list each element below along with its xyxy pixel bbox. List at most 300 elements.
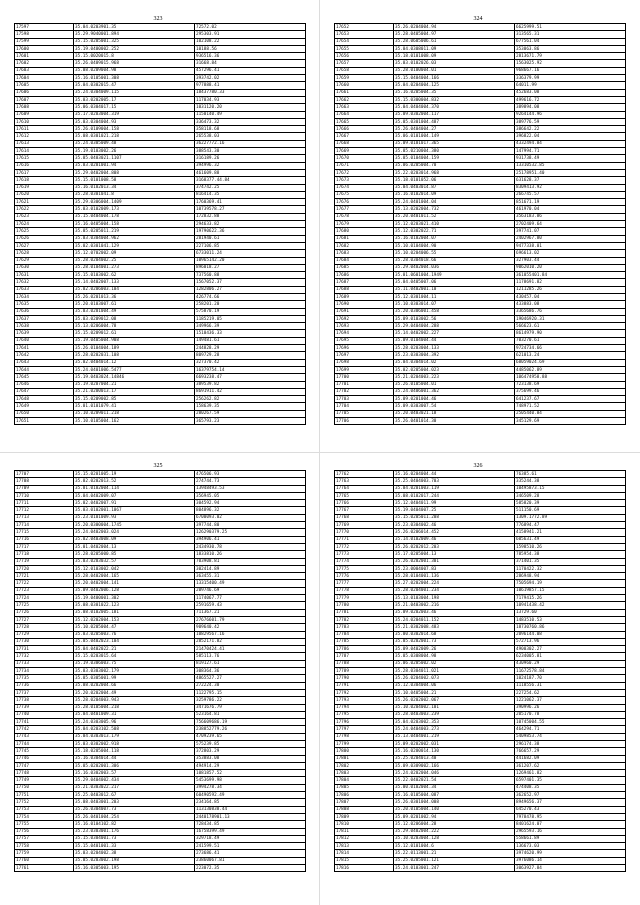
amount-cell: 10619857.15 [515,587,626,594]
parcel-code-cell: 35.15.0205001.325 [74,38,195,45]
record-id-cell: 17605 [15,82,74,89]
amount-cell: 295303.91 [195,31,306,38]
record-id-cell: 17673 [335,177,394,184]
table-row [15,199,306,206]
record-id-cell: 17761 [15,865,74,872]
amount-cell: 19046920.31 [515,315,626,322]
record-id-cell: 17775 [335,565,394,572]
record-id-cell: 17726 [15,609,74,616]
record-id-cell: 17620 [15,191,74,198]
parcel-code-cell: 35.26.0404004.27 [394,126,515,133]
record-id-cell: 17692 [335,315,394,322]
record-id-cell: 17800 [335,748,394,755]
record-id-cell: 17747 [15,762,74,769]
parcel-code-cell: 35.03.0303002.179 [74,668,195,675]
parcel-code-cell: 35.24.0202004.046 [394,770,515,777]
table-row [335,418,626,425]
record-id-cell: 17693 [335,323,394,330]
amount-cell: 375699.46 [515,388,626,395]
parcel-code-cell: 35.08.0301022.123 [74,602,195,609]
record-id-cell: 17714 [15,522,74,529]
table-row [15,733,306,740]
parcel-code-cell: 35.04.0201003.119 [394,485,515,492]
table-row [15,646,306,653]
table-row [15,418,306,425]
table-row [15,111,306,118]
table-row [15,580,306,587]
parcel-code-cell: 35.09.0202002.031 [394,740,515,747]
record-id-cell: 17811 [335,828,394,835]
parcel-code-cell: 35.26.0204004.94 [394,24,515,31]
table-row [335,471,626,478]
record-id-cell: 17809 [335,813,394,820]
table-row [335,38,626,45]
table-row [335,653,626,660]
parcel-code-cell: 35.09.0101017.365 [394,140,515,147]
parcel-code-cell: 35.04.0302015.47 [74,82,195,89]
parcel-code-cell: 35.16.0405004.158 [74,221,195,228]
record-id-cell: 17602 [15,60,74,67]
parcel-code-cell: 35.12.0404011.99 [394,500,515,507]
amount-cell: 308364.36 [195,668,306,675]
parcel-code-cell: 35.02.0202013.52 [74,478,195,485]
amount-cell: 575239.85 [195,740,306,747]
record-id-cell: 17610 [15,118,74,125]
parcel-code-cell: 35.08.0102017.244 [394,492,515,499]
parcel-code-cell: 35.03.0102026.03 [394,60,515,67]
parcel-code-cell: 35.24.0404003.273 [394,726,515,733]
table-row [335,485,626,492]
amount-cell: 8614979.90 [515,330,626,337]
table-row [15,675,306,682]
record-id-cell: 17603 [15,67,74,74]
parcel-code-cell: 35.24.0204011.152 [394,616,515,623]
record-id-cell: 17613 [15,140,74,147]
table-row [15,689,306,696]
table-row [335,704,626,711]
record-id-cell: 17786 [335,646,394,653]
parcel-code-cell: 35.16.0205004.35 [394,89,515,96]
table-row [15,315,306,322]
record-id-cell: 17672 [335,169,394,176]
table-row [335,624,626,631]
parcel-code-cell: 35.12.0302022.71 [394,228,515,235]
amount-cell: 631628.37 [515,177,626,184]
record-id-cell: 17621 [15,199,74,206]
record-id-cell: 17737 [15,689,74,696]
parcel-code-cell: 35.29.0402004.036 [394,264,515,271]
amount-cell: 696613.02 [515,250,626,257]
amount-cell: 851671.19 [515,199,626,206]
record-id-cell: 17794 [335,704,394,711]
parcel-code-cell: 35.23.0101009.93 [74,514,195,521]
amount-cell: 396822.04 [515,133,626,140]
table-row [335,140,626,147]
record-id-cell: 17655 [335,45,394,52]
table-row [335,242,626,249]
table-row [335,381,626,388]
record-id-cell: 17770 [335,529,394,536]
parcel-code-cell: 35.29.0404002.434 [74,777,195,784]
table-row [15,388,306,395]
amount-cell: 804896.32 [195,507,306,514]
amount-cell: 1211285.26 [515,286,626,293]
record-id-cell: 17739 [15,704,74,711]
amount-cell: 172832.88 [195,213,306,220]
record-id-cell: 17630 [15,264,74,271]
record-id-cell: 17723 [15,587,74,594]
table-row [335,301,626,308]
amount-cell: 977888.41 [195,82,306,89]
record-id-cell: 17760 [15,857,74,864]
table-row [15,53,306,60]
amount-cell: 430457.04 [515,293,626,300]
table-row [335,770,626,777]
record-id-cell: 17709 [15,485,74,492]
table-row [15,148,306,155]
record-id-cell: 17650 [15,410,74,417]
table-row [335,279,626,286]
table-row [15,507,306,514]
record-id-cell: 17755 [15,821,74,828]
parcel-code-cell: 35.02.0206003.104 [74,286,195,293]
amount-cell: 2434930.78 [195,543,306,550]
table-row [335,616,626,623]
amount-cell: 9062010.20 [515,264,626,271]
table-row [335,257,626,264]
record-id-cell: 17652 [335,24,394,31]
amount-cell: 474408.35 [515,784,626,791]
parcel-code-cell: 35.15.0209002.85 [74,396,195,403]
record-id-cell: 17628 [15,250,74,257]
record-id-cell: 17671 [335,162,394,169]
table-row [15,865,306,872]
table-row [335,221,626,228]
table-row [335,206,626,213]
parcel-code-cell: 35.04.0402009.07 [74,492,195,499]
amount-cell: 931738.49 [515,155,626,162]
amount-cell: 23860067.81 [195,857,306,864]
table-row [335,478,626,485]
record-id-cell: 17799 [335,740,394,747]
parcel-code-cell: 35.03.0209012.08 [74,315,195,322]
amount-cell: 6597401.35 [515,777,626,784]
table-row [15,264,306,271]
amount-cell: 205170.78 [515,711,626,718]
record-id-cell: 17705 [335,410,394,417]
record-id-cell: 17757 [15,835,74,842]
amount-cell: 64011.99 [515,82,626,89]
record-id-cell: 17638 [15,323,74,330]
table-row [15,242,306,249]
amount-cell: 13729.60 [515,609,626,616]
amount-cell: 397741.07 [515,228,626,235]
amount-cell: 585113.76 [195,653,306,660]
table-row [335,228,626,235]
table-row [335,595,626,602]
parcel-code-cell: 35.23.0303001.176 [74,828,195,835]
parcel-code-cell: 35.27.0202004.224 [394,580,515,587]
table-row [335,96,626,103]
amount-cell: 1282806.27 [195,286,306,293]
record-id-cell: 17649 [15,403,74,410]
amount-cell: 356945.05 [195,492,306,499]
table-row [15,602,306,609]
amount-cell: 4332494.84 [515,140,626,147]
parcel-code-cell: 35.24.0303005.96 [74,719,195,726]
amount-cell: 1031120.20 [195,104,306,111]
document-page [334,462,622,872]
page-divider-horizontal [0,452,640,453]
amount-cell: 4865527.27 [195,675,306,682]
table-row [15,821,306,828]
record-id-cell: 17744 [15,740,74,747]
record-id-cell: 17686 [335,272,394,279]
record-id-cell: 17798 [335,733,394,740]
parcel-code-cell: 35.28.0403003.239 [394,711,515,718]
table-row [335,45,626,52]
amount-cell: 10495873.15 [515,485,626,492]
record-id-cell: 17609 [15,111,74,118]
table-row [335,492,626,499]
table-row [335,126,626,133]
table-row [15,75,306,82]
amount-cell: 272224.30 [195,682,306,689]
record-id-cell: 17696 [335,345,394,352]
table-row [15,96,306,103]
amount-cell: 329718.49 [195,835,306,842]
record-id-cell: 17816 [335,865,394,872]
parcel-code-cell: 35.12.0202004.153 [74,616,195,623]
parcel-code-cell: 35.15.0304001.73 [74,835,195,842]
amount-cell: 1081857.52 [195,770,306,777]
record-id-cell: 17676 [335,199,394,206]
record-id-cell: 17780 [335,602,394,609]
parcel-code-cell: 35.16.0104102.82 [74,821,195,828]
record-id-cell: 17667 [335,133,394,140]
record-id-cell: 17772 [335,543,394,550]
parcel-code-cell: 35.25.0404003.703 [394,478,515,485]
table-row [335,111,626,118]
parcel-code-cell: 35.25.0205001.121 [394,857,515,864]
record-id-cell: 17659 [335,75,394,82]
record-id-cell: 17627 [15,242,74,249]
record-id-cell: 17674 [335,184,394,191]
record-id-cell: 17670 [335,155,394,162]
amount-cell: 16379754.14 [195,366,306,373]
parcel-code-cell: 35.02.0404014.12 [74,359,195,366]
table-row [15,850,306,857]
parcel-code-cell: 35.05.0308004.98 [394,653,515,660]
amount-cell: 7978478.95 [515,813,626,820]
table-row [335,184,626,191]
record-id-cell: 17597 [15,24,74,31]
amount-cell: 4709239.65 [195,733,306,740]
amount-cell: 737560.88 [195,272,306,279]
parcel-code-cell: 35.28.0304011.021 [394,668,515,675]
parcel-code-cell: 35.21.0303022.217 [74,784,195,791]
table-row [15,719,306,726]
table-row [335,75,626,82]
amount-cell: 8691911.42 [195,388,306,395]
amount-cell: 6693238.47 [195,374,306,381]
amount-cell: 499616.72 [515,96,626,103]
record-id-cell: 17632 [15,279,74,286]
parcel-code-cell: 35.15.0203015.64 [74,653,195,660]
table-row [15,308,306,315]
amount-cell: 365793.23 [195,418,306,425]
amount-cell: 362652.97 [515,792,626,799]
parcel-code-cell: 35.17.0205004.13 [394,551,515,558]
record-id-cell: 17746 [15,755,74,762]
table-row [15,587,306,594]
table-row [15,184,306,191]
parcel-code-cell: 35.13.0206004.78 [74,323,195,330]
record-id-cell: 17778 [335,587,394,594]
parcel-code-cell: 35.12.0103002.042 [74,565,195,572]
page-number: 324 [473,16,483,22]
record-id-cell: 17767 [335,507,394,514]
table-row [15,551,306,558]
parcel-code-cell: 35.16.0204004.44 [394,471,515,478]
record-id-cell: 17756 [15,828,74,835]
record-id-cell: 17787 [335,653,394,660]
parcel-code-cell: 35.08.0403001.203 [74,799,195,806]
record-id-cell: 17810 [335,821,394,828]
table-row [335,522,626,529]
parcel-code-cell: 35.26.0409015.968 [74,60,195,67]
table-row [335,396,626,403]
amount-cell: 209746.69 [195,587,306,594]
record-id-cell: 17623 [15,213,74,220]
record-id-cell: 17679 [335,221,394,228]
parcel-code-cell: 35.15.0404004.166 [394,75,515,82]
amount-cell: 102108.22 [195,38,306,45]
record-id-cell: 17720 [15,565,74,572]
table-row [15,381,306,388]
amount-cell: 8949656.37 [515,799,626,806]
parcel-code-cell: 35.26.0202002.067 [394,697,515,704]
amount-cell: 896018.27 [195,264,306,271]
table-row [15,337,306,344]
table-row [15,682,306,689]
parcel-code-cell: 35.13.0404001.219 [394,733,515,740]
amount-cell: 1170422.32 [515,565,626,572]
table-row [335,177,626,184]
record-id-cell: 17712 [15,507,74,514]
parcel-code-cell: 35.02.0301041.129 [74,242,195,249]
table-row [335,148,626,155]
table-row [335,835,626,842]
record-id-cell: 17600 [15,45,74,52]
parcel-code-cell: 35.10.0405004.21 [394,689,515,696]
parcel-code-cell: 35.26.0201013.36 [74,293,195,300]
table-row [15,177,306,184]
record-id-cell: 17648 [15,396,74,403]
table-row [15,522,306,529]
parcel-code-cell: 35.04.0203002.353 [394,719,515,726]
parcel-code-cell: 35.01.0102004.114 [74,485,195,492]
record-id-cell: 17748 [15,770,74,777]
amount-cell: 389776.59 [515,118,626,125]
amount-cell: 605631.49 [515,536,626,543]
record-id-cell: 17801 [335,755,394,762]
parcel-code-cell: 35.26.0105004.01 [394,381,515,388]
amount-cell: 1760369.41 [195,199,306,206]
record-id-cell: 17661 [335,89,394,96]
parcel-code-cell: 35.12.0304004.06 [394,682,515,689]
table-row [15,366,306,373]
record-id-cell: 17698 [335,359,394,366]
table-row [335,60,626,67]
amount-cell: 393742.02 [195,75,306,82]
parcel-code-cell: 35.04.0308011.09 [394,45,515,52]
table-row [335,199,626,206]
parcel-code-cell: 35.03.0202005.17 [74,96,195,103]
amount-cell: 8401624.07 [515,821,626,828]
table-row [335,293,626,300]
amount-cell: 335244.38 [515,478,626,485]
amount-cell: 756609686.19 [195,719,306,726]
amount-cell: 3259786.22 [195,697,306,704]
parcel-code-cell: 35.16.0102013.34 [74,184,195,191]
parcel-code-cell: 35.29.0402004.222 [394,828,515,835]
parcel-code-cell: 35.01.0402004.13 [74,543,195,550]
parcel-code-cell: 35.10.0303014.07 [394,301,515,308]
record-id-cell: 17619 [15,184,74,191]
table-row [15,221,306,228]
amount-cell: 566623.61 [515,323,626,330]
record-id-cell: 17807 [335,799,394,806]
record-id-cell: 17773 [335,551,394,558]
record-id-cell: 17789 [335,668,394,675]
record-id-cell: 17808 [335,806,394,813]
amount-cell: 294633.82 [195,221,306,228]
amount-cell: 361207.62 [515,762,626,769]
amount-cell: 430960.29 [515,660,626,667]
parcel-code-cell: 35.09.0202003.46 [394,609,515,616]
table-row [335,374,626,381]
amount-cell: 968667.16 [515,67,626,74]
record-id-cell: 17645 [15,374,74,381]
parcel-code-cell: 35.01.0101079.41 [74,403,195,410]
record-id-cell: 17763 [335,478,394,485]
amount-cell: 1483510.53 [515,616,626,623]
amount-cell: 641237.67 [515,396,626,403]
amount-cell: 136673.03 [515,843,626,850]
table-row [15,843,306,850]
amount-cell: 13948493.53 [195,485,306,492]
amount-cell: 1510436.33 [195,330,306,337]
amount-cell: 6733011.24 [195,250,306,257]
amount-cell: 6625999.51 [515,24,626,31]
parcel-code-cell: 35.00.0102004.34 [394,784,515,791]
table-row [335,133,626,140]
parcel-code-cell: 35.05.0205011.219 [74,228,195,235]
record-id-cell: 17711 [15,500,74,507]
record-id-cell: 17653 [335,31,394,38]
record-id-cell: 17611 [15,126,74,133]
record-id-cell: 17689 [335,293,394,300]
record-id-cell: 17690 [335,301,394,308]
record-id-cell: 17781 [335,609,394,616]
parcel-code-cell: 35.29.9040001.894 [74,31,195,38]
record-id-cell: 17759 [15,850,74,857]
amount-cell: 13315400.49 [195,580,306,587]
table-row [335,543,626,550]
record-id-cell: 17710 [15,492,74,499]
parcel-code-cell: 35.19.0103002.26 [74,148,195,155]
